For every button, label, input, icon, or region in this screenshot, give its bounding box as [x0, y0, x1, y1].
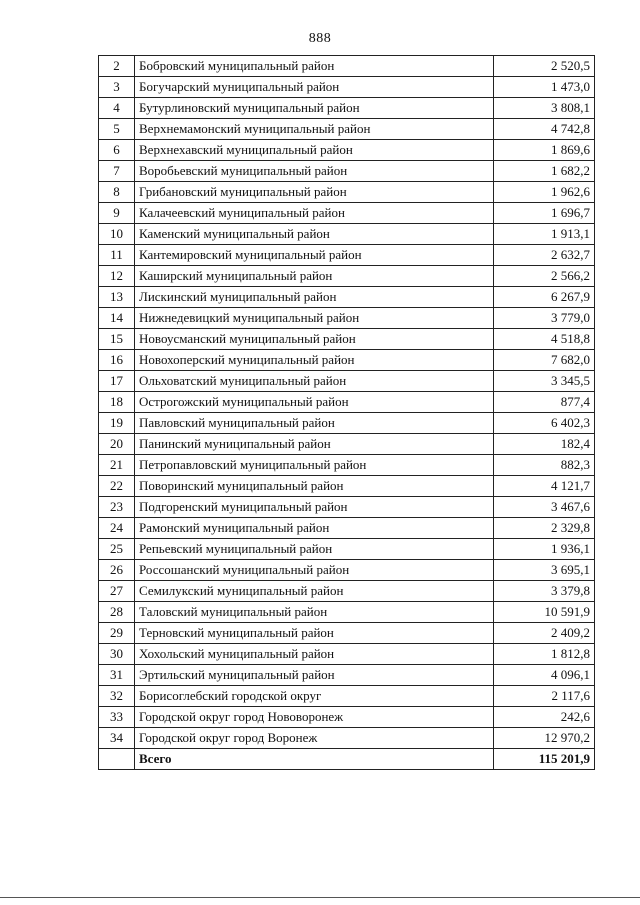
row-number: 23 — [99, 497, 135, 518]
row-name: Лискинский муниципальный район — [135, 287, 494, 308]
table-row — [99, 560, 595, 581]
row-number: 17 — [99, 371, 135, 392]
row-value: 3 379,8 — [494, 581, 595, 602]
row-name: Борисоглебский городской округ — [135, 686, 494, 707]
table-row — [99, 497, 595, 518]
table-row — [99, 56, 595, 77]
table-row — [99, 686, 595, 707]
row-value: 2 632,7 — [494, 245, 595, 266]
row-value: 1 869,6 — [494, 140, 595, 161]
row-value: 1 913,1 — [494, 224, 595, 245]
row-number: 4 — [99, 98, 135, 119]
table-row — [99, 350, 595, 371]
total-number — [99, 749, 135, 770]
bottom-rule — [0, 897, 640, 898]
row-number: 32 — [99, 686, 135, 707]
row-value: 1 682,2 — [494, 161, 595, 182]
row-name: Бобровский муниципальный район — [135, 56, 494, 77]
row-number: 3 — [99, 77, 135, 98]
row-number: 25 — [99, 539, 135, 560]
row-name: Городской округ город Нововоронеж — [135, 707, 494, 728]
row-number: 24 — [99, 518, 135, 539]
table-row — [99, 371, 595, 392]
row-number: 20 — [99, 434, 135, 455]
row-value: 3 467,6 — [494, 497, 595, 518]
table-body — [99, 56, 595, 770]
row-value: 3 695,1 — [494, 560, 595, 581]
total-value: 115 201,9 — [494, 749, 595, 770]
table-row — [99, 434, 595, 455]
row-number: 28 — [99, 602, 135, 623]
row-number: 6 — [99, 140, 135, 161]
row-number: 18 — [99, 392, 135, 413]
row-value: 7 682,0 — [494, 350, 595, 371]
row-value: 1 473,0 — [494, 77, 595, 98]
row-value: 6 402,3 — [494, 413, 595, 434]
row-name: Воробьевский муниципальный район — [135, 161, 494, 182]
row-number: 8 — [99, 182, 135, 203]
row-value: 4 742,8 — [494, 119, 595, 140]
table-row — [99, 518, 595, 539]
row-value: 12 970,2 — [494, 728, 595, 749]
row-value: 2 117,6 — [494, 686, 595, 707]
row-value: 4 096,1 — [494, 665, 595, 686]
row-value: 10 591,9 — [494, 602, 595, 623]
table-row — [99, 98, 595, 119]
row-number: 7 — [99, 161, 135, 182]
table-row — [99, 161, 595, 182]
table-row — [99, 308, 595, 329]
row-number: 5 — [99, 119, 135, 140]
row-number: 33 — [99, 707, 135, 728]
row-name: Панинский муниципальный район — [135, 434, 494, 455]
page-number: 888 — [308, 31, 332, 46]
row-name: Терновский муниципальный район — [135, 623, 494, 644]
row-name: Подгоренский муниципальный район — [135, 497, 494, 518]
table-row — [99, 644, 595, 665]
row-value: 1 936,1 — [494, 539, 595, 560]
row-value: 2 409,2 — [494, 623, 595, 644]
row-value: 242,6 — [494, 707, 595, 728]
row-name: Павловский муниципальный район — [135, 413, 494, 434]
row-name: Нижнедевицкий муниципальный район — [135, 308, 494, 329]
total-label: Всего — [135, 749, 494, 770]
row-value: 1 812,8 — [494, 644, 595, 665]
row-name: Хохольский муниципальный район — [135, 644, 494, 665]
row-number: 13 — [99, 287, 135, 308]
row-value: 882,3 — [494, 455, 595, 476]
row-number: 11 — [99, 245, 135, 266]
row-name: Острогожский муниципальный район — [135, 392, 494, 413]
row-value: 2 520,5 — [494, 56, 595, 77]
table-row — [99, 287, 595, 308]
row-number: 26 — [99, 560, 135, 581]
table-row — [99, 728, 595, 749]
total-row — [99, 749, 595, 770]
row-value: 3 808,1 — [494, 98, 595, 119]
table-row — [99, 224, 595, 245]
row-name: Бутурлиновский муниципальный район — [135, 98, 494, 119]
row-name: Кантемировский муниципальный район — [135, 245, 494, 266]
row-name: Верхнехавский муниципальный район — [135, 140, 494, 161]
row-number: 14 — [99, 308, 135, 329]
table-row — [99, 665, 595, 686]
row-name: Россошанский муниципальный район — [135, 560, 494, 581]
table-row — [99, 140, 595, 161]
row-number: 27 — [99, 581, 135, 602]
row-name: Таловский муниципальный район — [135, 602, 494, 623]
row-value: 182,4 — [494, 434, 595, 455]
table-row — [99, 182, 595, 203]
row-name: Городской округ город Воронеж — [135, 728, 494, 749]
table-row — [99, 707, 595, 728]
row-value: 4 518,8 — [494, 329, 595, 350]
row-name: Новохоперский муниципальный район — [135, 350, 494, 371]
row-number: 2 — [99, 56, 135, 77]
row-name: Каменский муниципальный район — [135, 224, 494, 245]
row-name: Каширский муниципальный район — [135, 266, 494, 287]
row-number: 21 — [99, 455, 135, 476]
table-row — [99, 413, 595, 434]
row-name: Семилукский муниципальный район — [135, 581, 494, 602]
row-value: 3 345,5 — [494, 371, 595, 392]
row-name: Грибановский муниципальный район — [135, 182, 494, 203]
table-row — [99, 266, 595, 287]
row-number: 22 — [99, 476, 135, 497]
table-row — [99, 119, 595, 140]
row-value: 1 962,6 — [494, 182, 595, 203]
row-name: Новоусманский муниципальный район — [135, 329, 494, 350]
row-name: Рамонский муниципальный район — [135, 518, 494, 539]
row-number: 10 — [99, 224, 135, 245]
row-number: 19 — [99, 413, 135, 434]
row-number: 9 — [99, 203, 135, 224]
table-row — [99, 581, 595, 602]
row-name: Калачеевский муниципальный район — [135, 203, 494, 224]
table-row — [99, 476, 595, 497]
row-value: 877,4 — [494, 392, 595, 413]
table-row — [99, 77, 595, 98]
row-value: 2 329,8 — [494, 518, 595, 539]
row-value: 2 566,2 — [494, 266, 595, 287]
table-row — [99, 203, 595, 224]
row-name: Петропавловский муниципальный район — [135, 455, 494, 476]
row-number: 16 — [99, 350, 135, 371]
table-row — [99, 623, 595, 644]
row-number: 34 — [99, 728, 135, 749]
row-value: 4 121,7 — [494, 476, 595, 497]
row-number: 30 — [99, 644, 135, 665]
table-row — [99, 329, 595, 350]
row-value: 6 267,9 — [494, 287, 595, 308]
row-name: Эртильский муниципальный район — [135, 665, 494, 686]
row-name: Ольховатский муниципальный район — [135, 371, 494, 392]
allocation-table — [98, 55, 595, 770]
row-name: Поворинский муниципальный район — [135, 476, 494, 497]
table-row — [99, 539, 595, 560]
row-name: Богучарский муниципальный район — [135, 77, 494, 98]
row-number: 12 — [99, 266, 135, 287]
row-number: 31 — [99, 665, 135, 686]
table-row — [99, 392, 595, 413]
table-row — [99, 602, 595, 623]
row-number: 15 — [99, 329, 135, 350]
table-row — [99, 245, 595, 266]
table-row — [99, 455, 595, 476]
row-value: 3 779,0 — [494, 308, 595, 329]
row-number: 29 — [99, 623, 135, 644]
row-value: 1 696,7 — [494, 203, 595, 224]
row-name: Верхнемамонский муниципальный район — [135, 119, 494, 140]
row-name: Репьевский муниципальный район — [135, 539, 494, 560]
